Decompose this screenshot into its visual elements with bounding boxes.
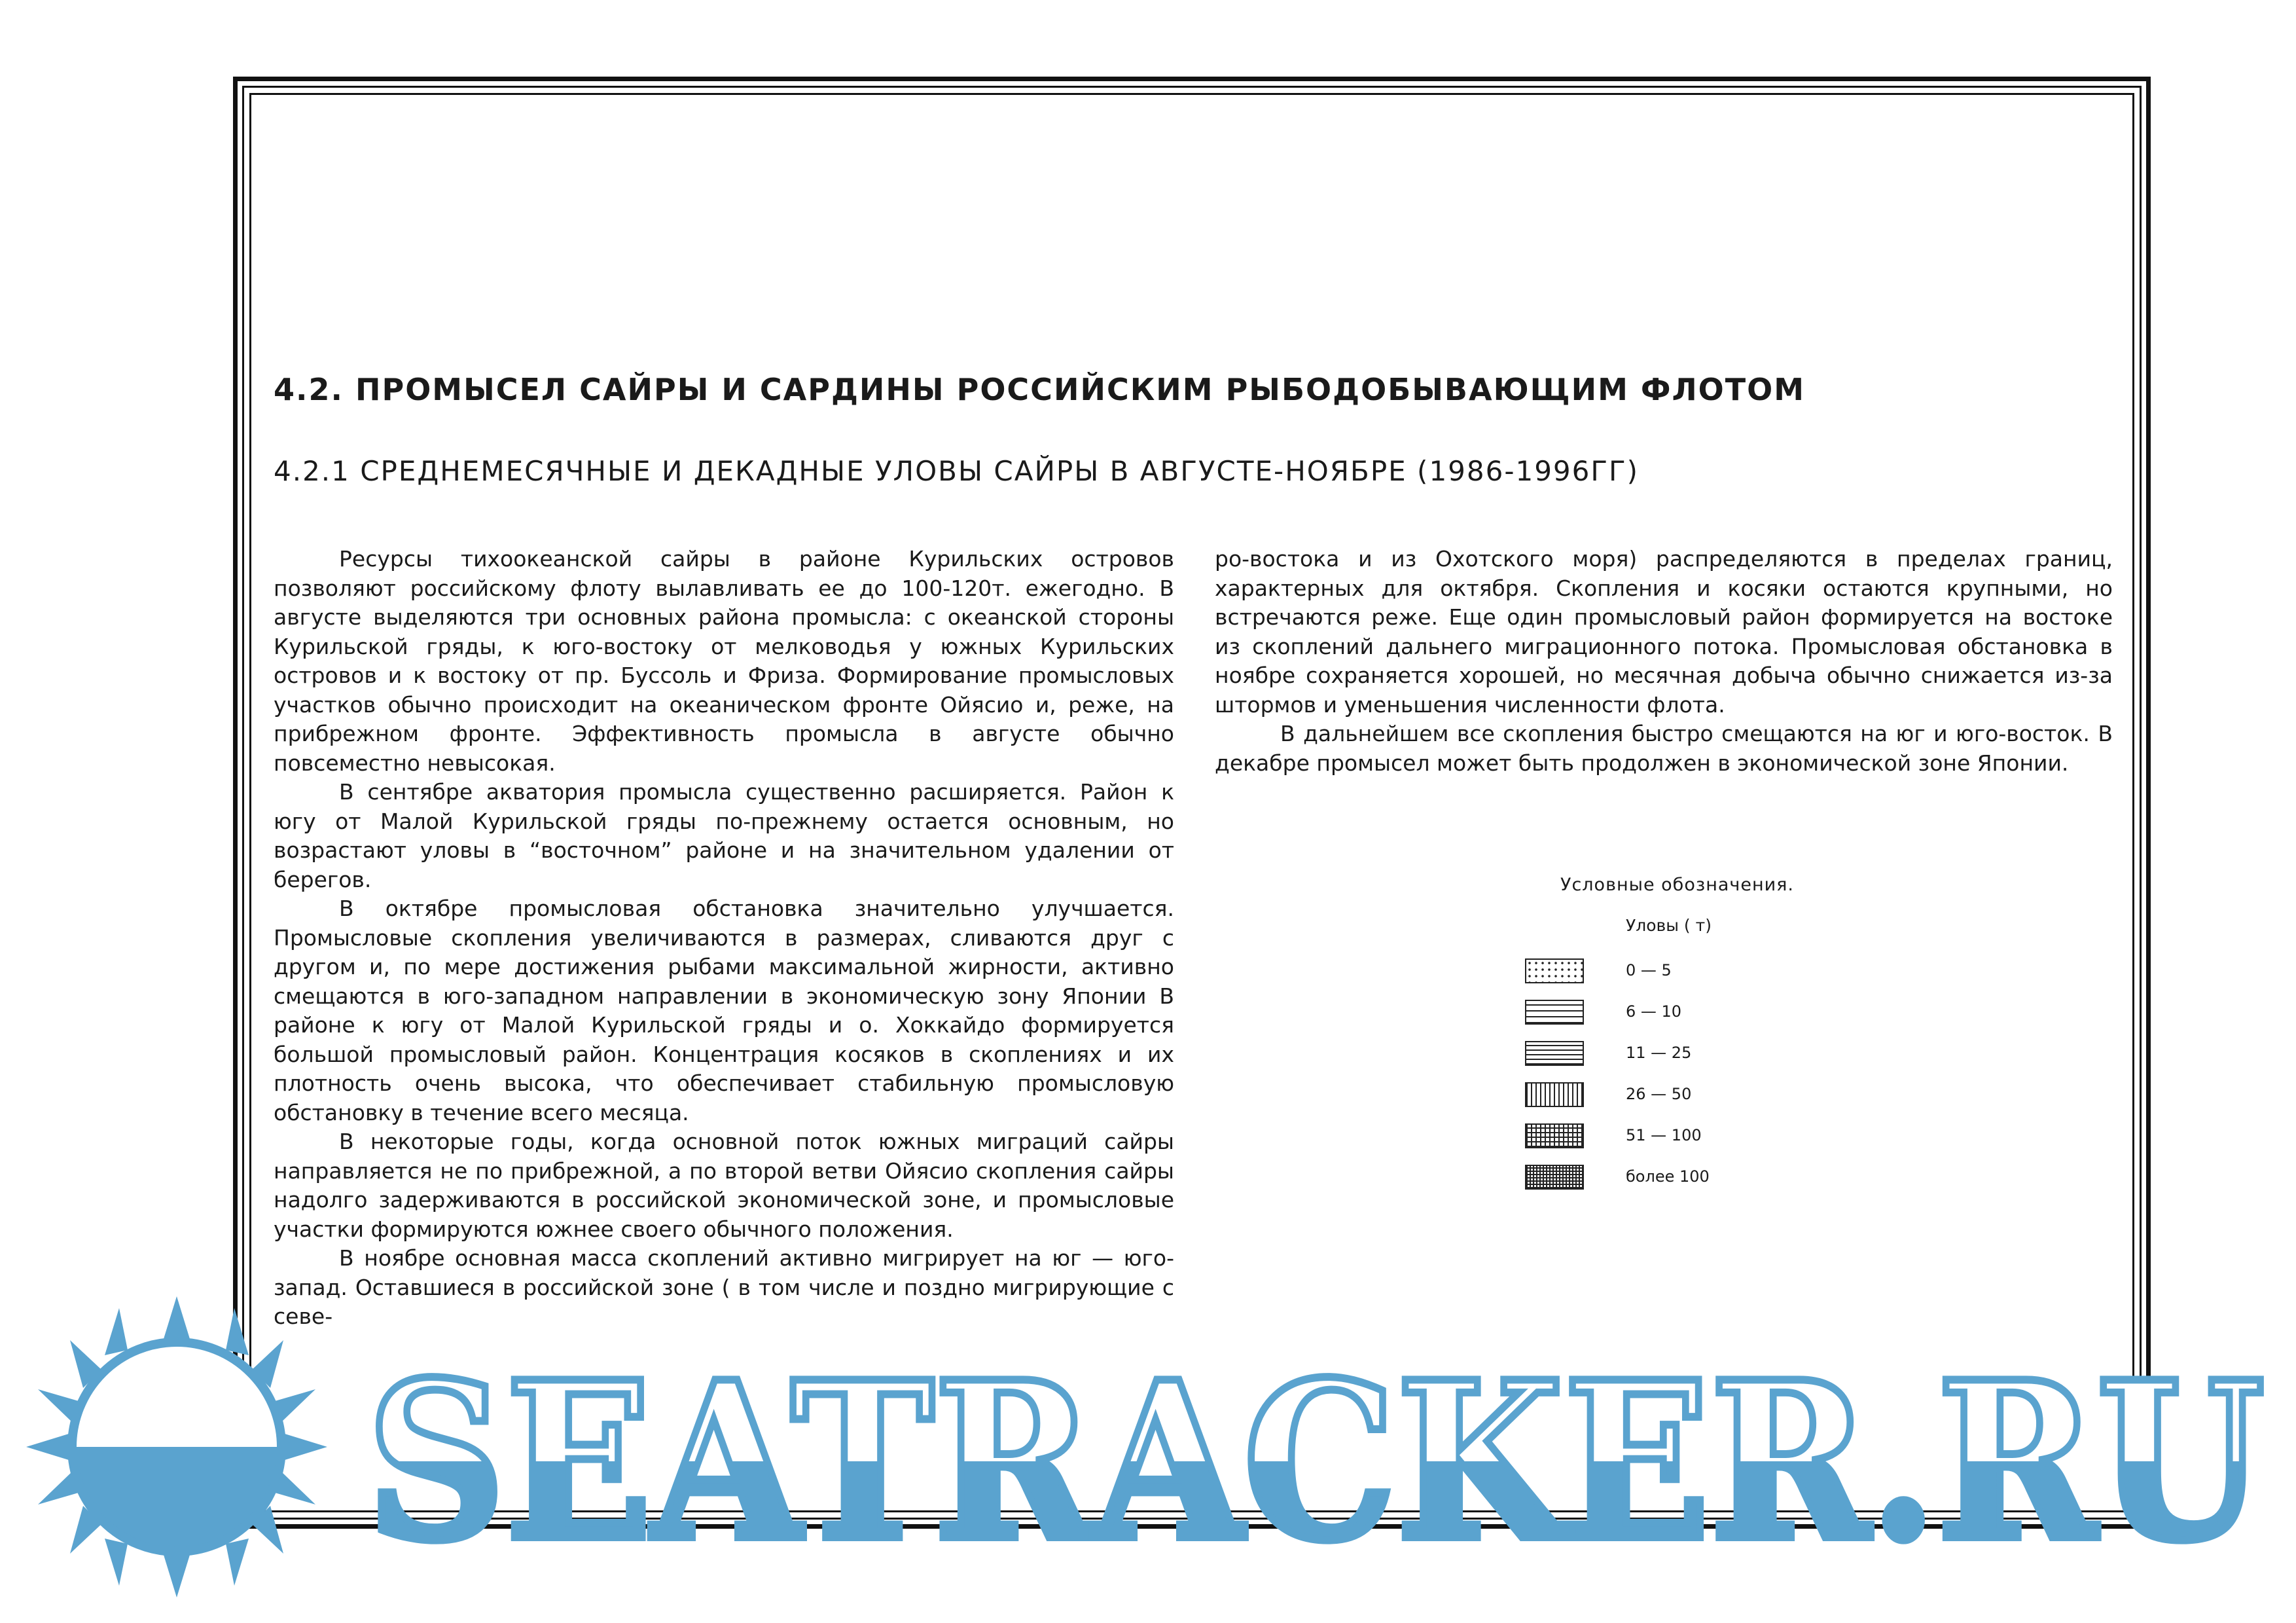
legend-range: 6 — 10 xyxy=(1626,1002,1682,1021)
legend-range: 0 — 5 xyxy=(1626,961,1672,979)
section-heading: 4.2. ПРОМЫСЕЛ САЙРЫ И САРДИНЫ РОССИЙСКИМ РЫБОДОБЫВАЮЩИМ ФЛОТОМ xyxy=(274,372,1806,407)
paragraph: В дальнейшем все скопления быстро смещаются на юг и юго-восток. В декабре промысел может быть продолжен в экономической зоне Японии. xyxy=(1215,721,2113,776)
dashed-lines-pattern-icon xyxy=(1525,1000,1584,1025)
legend-range: 11 — 25 xyxy=(1626,1044,1692,1062)
sun-logo-icon xyxy=(26,1296,327,1597)
legend-item xyxy=(1525,1082,1800,1111)
paragraph: В некоторые годы, когда основной поток южных миграций сайры направляется не по прибрежной, а по второй ветви Ойясио скопления сайры надолго задерживаются в российской экономической зоне, и промысловые участки формируются южнее своего обычного положения. xyxy=(274,1129,1174,1242)
paragraph: Ресурсы тихоокеанской сайры в районе Курильских островов позволяют российскому флоту вылавливать ее до 100-120т. ежегодно. В августе выделяются три основных района промысла: с океанской стороны Курильской гряды, к юго-востоку от мелководья у южных Курильских островов и к востоку от пр. Буссоль и Фриза. Формирование промысловых участков обычно происходит на океаническом фронте Ойясио и, реже, на прибрежном фронте. Эффективность промысла в августе обычно повсеместно невысокая. xyxy=(274,546,1174,776)
grid-pattern-icon xyxy=(1525,1123,1584,1148)
paragraph: В октябре промысловая обстановка значительно улучшается. Промысловые скопления увеличиваются в размерах, сливаются друг с другом и, по мере достижения рыбами максимальной жирности, активно смещаются в юго-западном направлении в экономическую зону Японии В районе к югу от Малой Курильской гряды и о. Хоккайдо формируется большой промысловый район. Концентрация косяков в скоплениях и их плотность очень высока, что обеспечивает стабильную промысловую обстановку в течение всего месяца. xyxy=(274,896,1174,1125)
horizontal-lines-pattern-icon xyxy=(1525,1041,1584,1066)
legend-item xyxy=(1525,1000,1800,1029)
legend-range: 51 — 100 xyxy=(1626,1126,1702,1144)
legend-item xyxy=(1525,1123,1800,1152)
dots-pattern-icon xyxy=(1525,958,1584,983)
legend-item xyxy=(1525,958,1800,987)
watermark-text: SEATRACKER.RU xyxy=(367,1334,2265,1588)
paragraph: ро-востока и из Охотского моря) распределяются в пределах границ, характерных для октября. Скопления и косяки остаются крупными, но встречаются реже. Еще один промысловый район формируется на востоке из скоплений дальнего миграционного потока. Промысловая обстановка в ноябре сохраняется хорошей, но месячная добыча обычно снижается из-за штормов и уменьшения численности флота. xyxy=(1215,546,2113,718)
legend-item xyxy=(1525,1165,1800,1194)
paragraph: В сентябре акватория промысла существенно расширяется. Район к югу от Малой Курильской гряды по-прежнему остается основным, но возрастают уловы в “восточном” районе и на значительном удалении от берегов. xyxy=(274,779,1174,892)
text-column-right xyxy=(1215,545,2113,778)
legend-title: Условные обозначения. xyxy=(1560,875,1794,895)
dense-grid-pattern-icon xyxy=(1525,1165,1584,1190)
legend-range: 26 — 50 xyxy=(1626,1085,1692,1103)
subsection-heading: 4.2.1 СРЕДНЕМЕСЯЧНЫЕ И ДЕКАДНЫЕ УЛОВЫ САЙРЫ В АВГУСТЕ-НОЯБРЕ (1986-1996ГГ) xyxy=(274,455,1639,487)
seatracker-watermark xyxy=(0,1283,2296,1623)
vertical-lines-pattern-icon xyxy=(1525,1082,1584,1107)
legend-subtitle: Уловы ( т) xyxy=(1626,916,1712,935)
legend-item xyxy=(1525,1041,1800,1070)
text-column-left xyxy=(274,545,1174,1332)
legend-range: более 100 xyxy=(1626,1167,1710,1186)
paragraph: В ноябре основная масса скоплений активно мигрирует на юг — юго-запад. Оставшиеся в российской зоне ( в том числе и поздно мигрирующие с севе- xyxy=(274,1245,1174,1329)
